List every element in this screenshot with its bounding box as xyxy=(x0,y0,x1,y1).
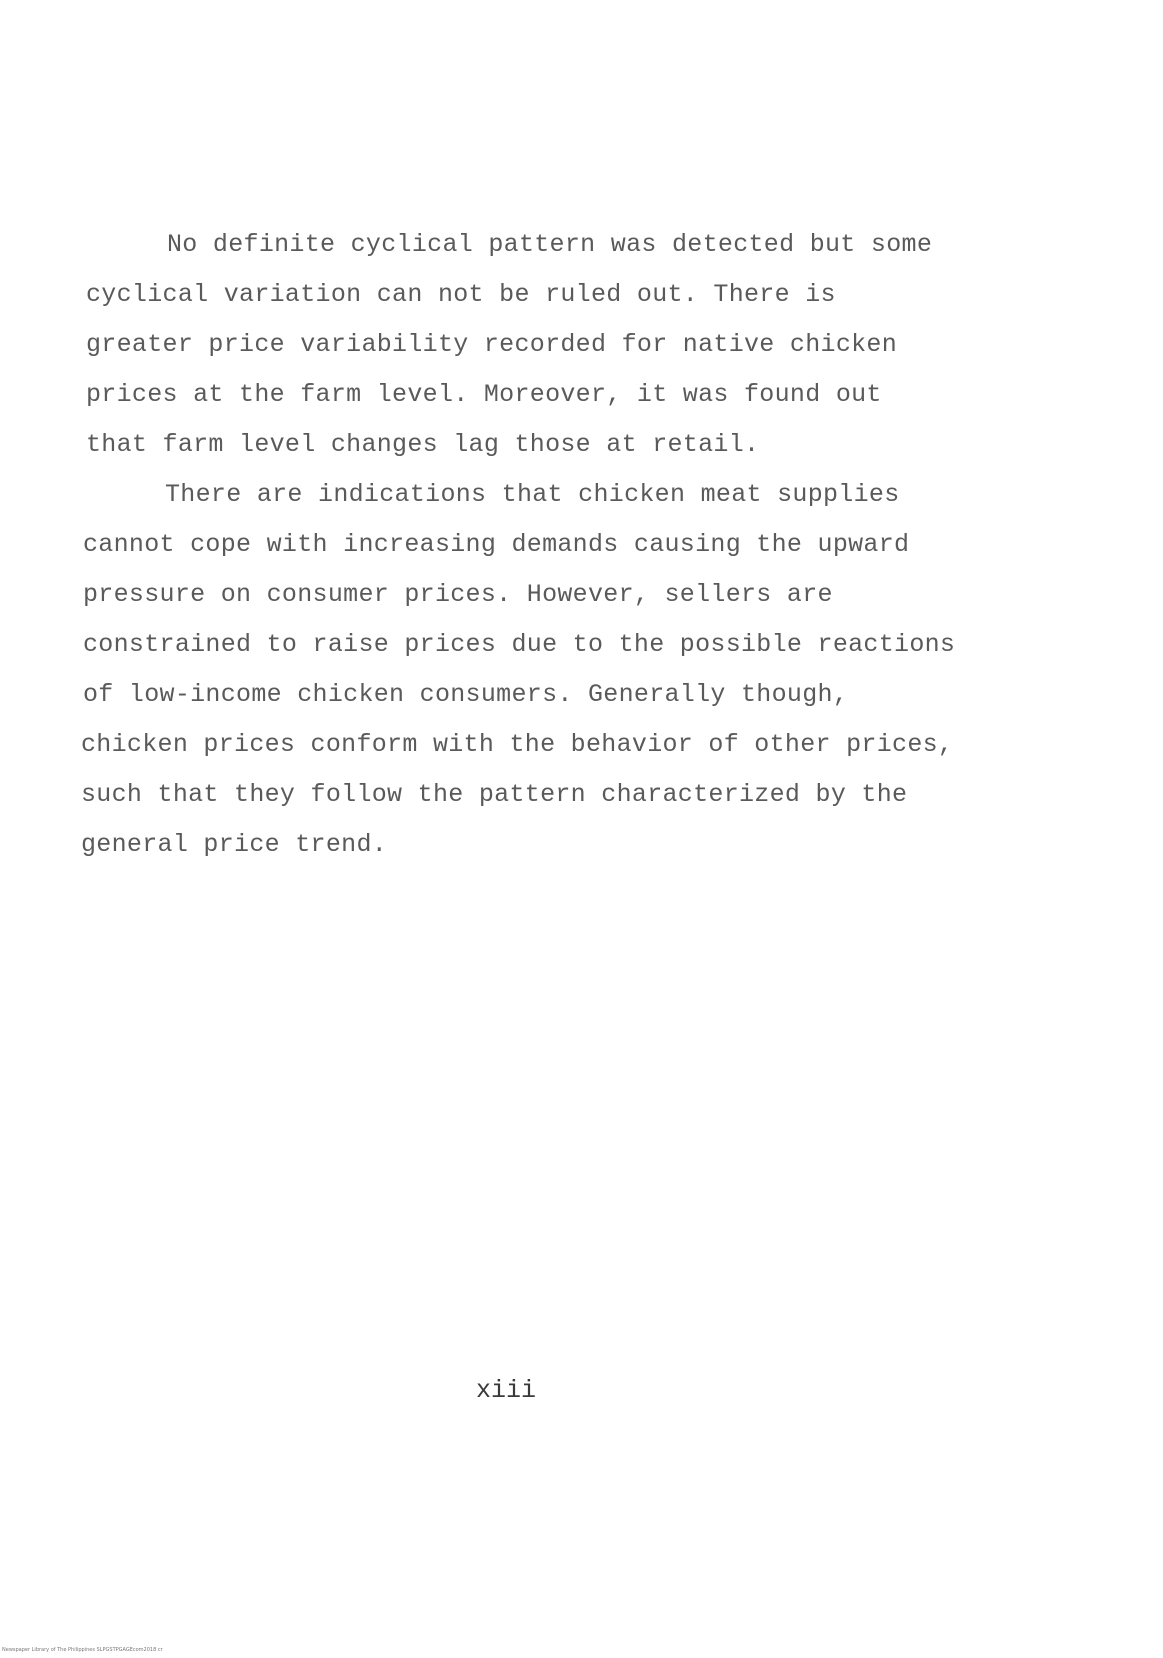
paragraph-2-line-2: cannot cope with increasing demands causing the upward xyxy=(83,530,910,559)
paragraph-2-line-4: constrained to raise prices due to the possible reactions xyxy=(83,630,956,659)
paragraph-2-line-3: pressure on consumer prices. However, sellers are xyxy=(83,580,833,609)
scan-footer: Newspaper Library of The Philippines SLPGSTPGAGEcom2018 cr xyxy=(2,1647,163,1653)
paragraph-1-line-5: that farm level changes lag those at retail. xyxy=(86,430,760,459)
paragraph-2-line-7: such that they follow the pattern characterized by the xyxy=(81,780,908,809)
paragraph-1-line-2: cyclical variation can not be ruled out. There is xyxy=(86,280,836,309)
paragraph-2-line-8: general price trend. xyxy=(81,830,388,859)
paragraph-2-line-6: chicken prices conform with the behavior of other prices, xyxy=(81,730,954,759)
page-number: xiii xyxy=(476,1376,537,1405)
paragraph-1-line-4: prices at the farm level. Moreover, it was found out xyxy=(86,380,882,409)
paragraph-1-line-3: greater price variability recorded for native chicken xyxy=(86,330,898,359)
paragraph-2-line-5: of low-income chicken consumers. Generally though, xyxy=(83,680,849,709)
paragraph-2-line-1: There are indications that chicken meat supplies xyxy=(165,480,900,509)
paragraph-1-line-1: No definite cyclical pattern was detected but some xyxy=(167,230,933,259)
